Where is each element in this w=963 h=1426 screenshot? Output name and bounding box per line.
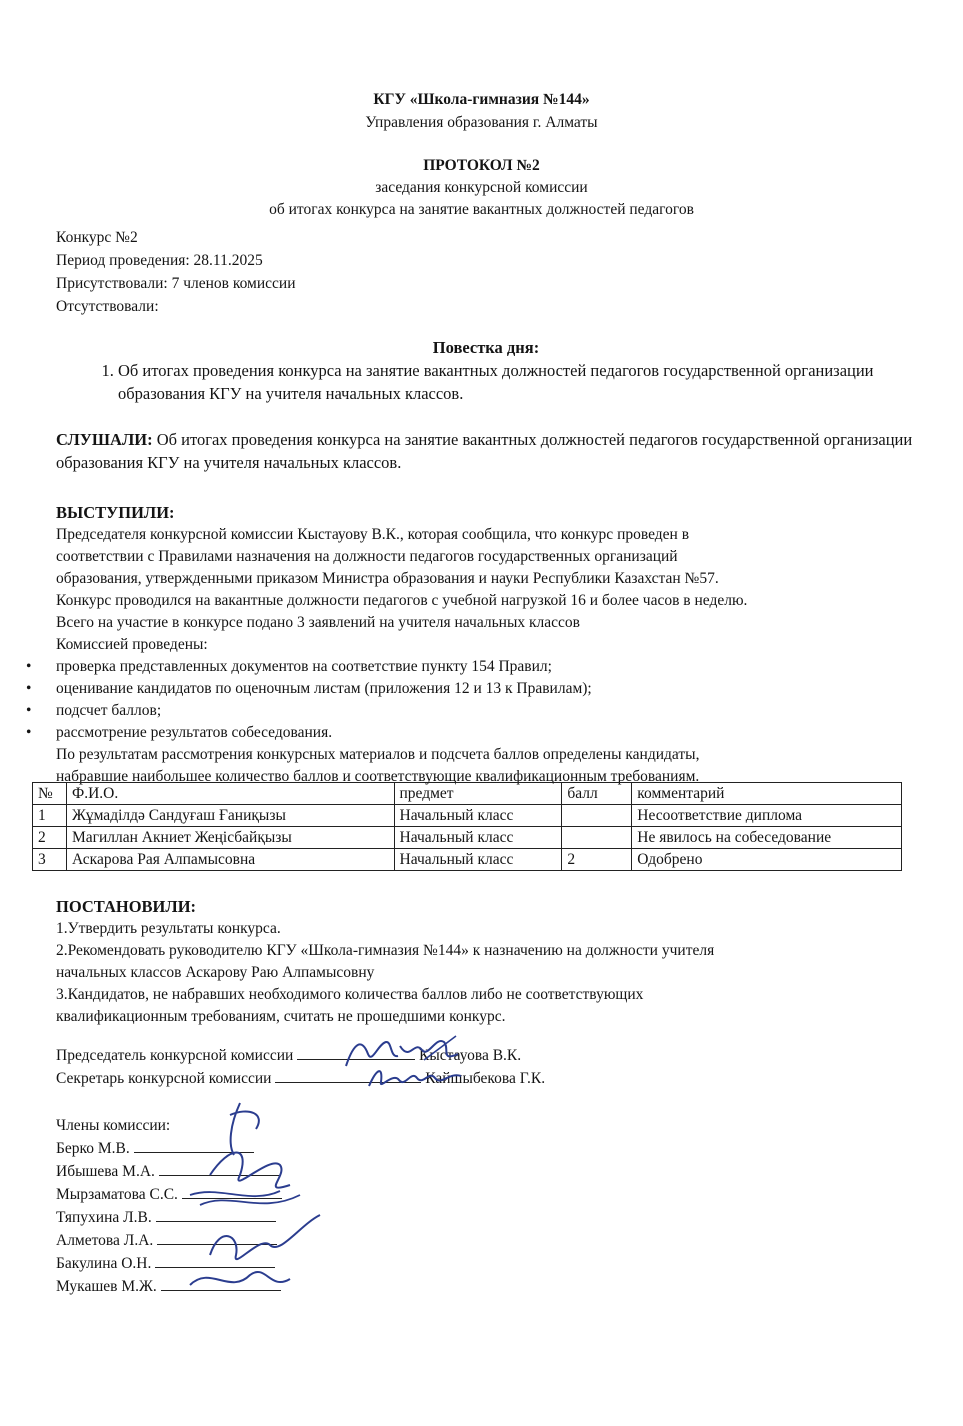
secretary-signature-line [56,1067,756,1090]
spoke-line: Председателя конкурсной комиссии Кыстауову В.К., которая сообщила, что конкурс проведен в [56,526,690,543]
spoke-line: соответствии с Правилами назначения на должности педагогов государственных организаций [56,548,678,565]
member-row [56,1137,282,1160]
cell-score [562,827,632,849]
column-header-number: № [33,783,67,805]
cell-subject: Начальный класс [394,849,562,871]
commission-members [56,1114,282,1298]
agenda-list [56,359,916,405]
spoke-line: образования, утвержденными приказом Министра образования и науки Республики Казахстан №57. [56,570,719,587]
spoke-line: Комиссией проведены: [56,636,208,653]
member-name: Берко М.В. [56,1140,130,1157]
spoke-section [56,502,936,788]
cell-name: Жұмаділдә Сандуғаш Ғаниқызы [66,805,394,827]
member-row [56,1206,282,1229]
agenda-heading: Повестка дня: [432,338,540,357]
signature-underline [156,1207,276,1222]
cell-name: Магиллан Акниет Жеңісбайқызы [66,827,394,849]
member-row [56,1183,282,1206]
member-row [56,1160,282,1183]
attendance-absent: Отсутствовали: [56,298,159,315]
member-name: Мырзаматова С.С. [56,1186,178,1203]
spoke-closing-line: набравшие наибольшее количество баллов и соответствующие квалификационным требованиям. [56,768,700,785]
column-header-subject: предмет [394,783,562,805]
column-header-score: балл [562,783,632,805]
chair-signature-line [56,1044,756,1067]
resolution-line: квалификационным требованиям, считать не прошедшими конкурс. [56,1008,506,1025]
resolved-section [56,896,936,1028]
signature-underline [297,1045,415,1060]
cell-subject: Начальный класс [394,827,562,849]
member-name: Ибышева М.А. [56,1163,155,1180]
member-row [56,1229,282,1252]
heard-label: СЛУШАЛИ: [56,430,153,449]
member-name: Алметова Л.А. [56,1232,154,1249]
meeting-details [56,226,296,318]
member-name: Тяпухина Л.В. [56,1209,152,1226]
table-row [33,827,902,849]
spoke-closing-line: По результатам рассмотрения конкурсных материалов и подсчета баллов определены кандидаты, [56,746,700,763]
agenda-item: 1. Об итогах проведения конкурса на занятие вакантных должностей педагогов государственной организации образования КГУ на учителя начальных классов. [118,359,916,405]
cell-comment: Не явилось на собеседование [632,827,902,849]
member-name: Мукашев М.Ж. [56,1278,157,1295]
procedure-item: • оценивание кандидатов по оценочным листам (приложения 12 и 13 к Правилам); [56,678,936,700]
resolution-line: 3.Кандидатов, не набравших необходимого количества баллов либо не соответствующих [56,986,644,1003]
cell-score [562,805,632,827]
spoke-line: Конкурс проводился на вакантные должности педагогов с учебной нагрузкой 16 и более часов в неделю. [56,592,748,609]
signature-underline [134,1138,254,1153]
cell-comment: Одобрено [632,849,902,871]
procedure-item: • рассмотрение результатов собеседования. [56,722,936,744]
table-row [33,849,902,871]
protocol-subtitle-1: заседания конкурсной комиссии [375,179,588,196]
procedures-list [56,656,936,744]
heard-text: Об итогах проведения конкурса на занятие вакантных должностей педагогов государственной организации образования КГУ на учителя начальных классов. [56,430,913,472]
spoke-line: Всего на участие в конкурсе подано 3 заявлений на учителя начальных классов [56,614,580,631]
table-row [33,805,902,827]
heard-section [56,428,916,474]
contest-number: Конкурс №2 [56,229,138,246]
member-row [56,1252,282,1275]
column-header-name: Ф.И.О. [66,783,394,805]
member-name: Бакулина О.Н. [56,1255,152,1272]
signature-underline [157,1230,277,1245]
resolved-label: ПОСТАНОВИЛИ: [56,897,197,916]
cell-comment: Несоответствие диплома [632,805,902,827]
protocol-title: ПРОТОКОЛ №2 [423,157,540,174]
resolution-line: начальных классов Аскарову Раю Алпамысовну [56,964,375,981]
members-label: Члены комиссии: [56,1117,171,1134]
chair-label: Председатель конкурсной комиссии [56,1047,294,1064]
department-name: Управления образования г. Алматы [365,114,598,131]
cell-number: 2 [33,827,67,849]
attendance-present: Присутствовали: 7 членов комиссии [56,275,296,292]
signature-underline [182,1184,282,1199]
signature-underline [159,1161,279,1176]
procedure-item: • проверка представленных документов на соответствие пункту 154 Правил; [56,656,936,678]
signature-underline [275,1068,421,1083]
spoke-label: ВЫСТУПИЛИ: [56,503,175,522]
protocol-heading [0,155,963,221]
table-header-row [33,783,902,805]
cell-name: Аскарова Рая Алпамысовна [66,849,394,871]
column-header-comment: комментарий [632,783,902,805]
signature-underline [161,1276,281,1291]
signature-underline [155,1253,275,1268]
results-table [32,782,902,871]
secretary-label: Секретарь конкурсной комиссии [56,1070,272,1087]
protocol-subtitle-2: об итогах конкурса на занятие вакантных должностей педагогов [269,201,694,218]
document-header [0,88,963,134]
resolution-line: 2.Рекомендовать руководителю КГУ «Школа-гимназия №144» к назначению на должности учителя [56,942,715,959]
cell-score: 2 [562,849,632,871]
chair-name: Кыстауова В.К. [419,1047,522,1064]
secretary-name: Кайшыбекова Г.К. [425,1070,546,1087]
signatures-block [56,1044,756,1090]
meeting-period: Период проведения: 28.11.2025 [56,252,263,269]
organization-name: КГУ «Школа-гимназия №144» [373,91,590,108]
agenda-section [56,336,916,405]
cell-number: 1 [33,805,67,827]
cell-subject: Начальный класс [394,805,562,827]
resolution-line: 1.Утвердить результаты конкурса. [56,920,281,937]
cell-number: 3 [33,849,67,871]
member-row [56,1275,282,1298]
procedure-item: • подсчет баллов; [56,700,936,722]
